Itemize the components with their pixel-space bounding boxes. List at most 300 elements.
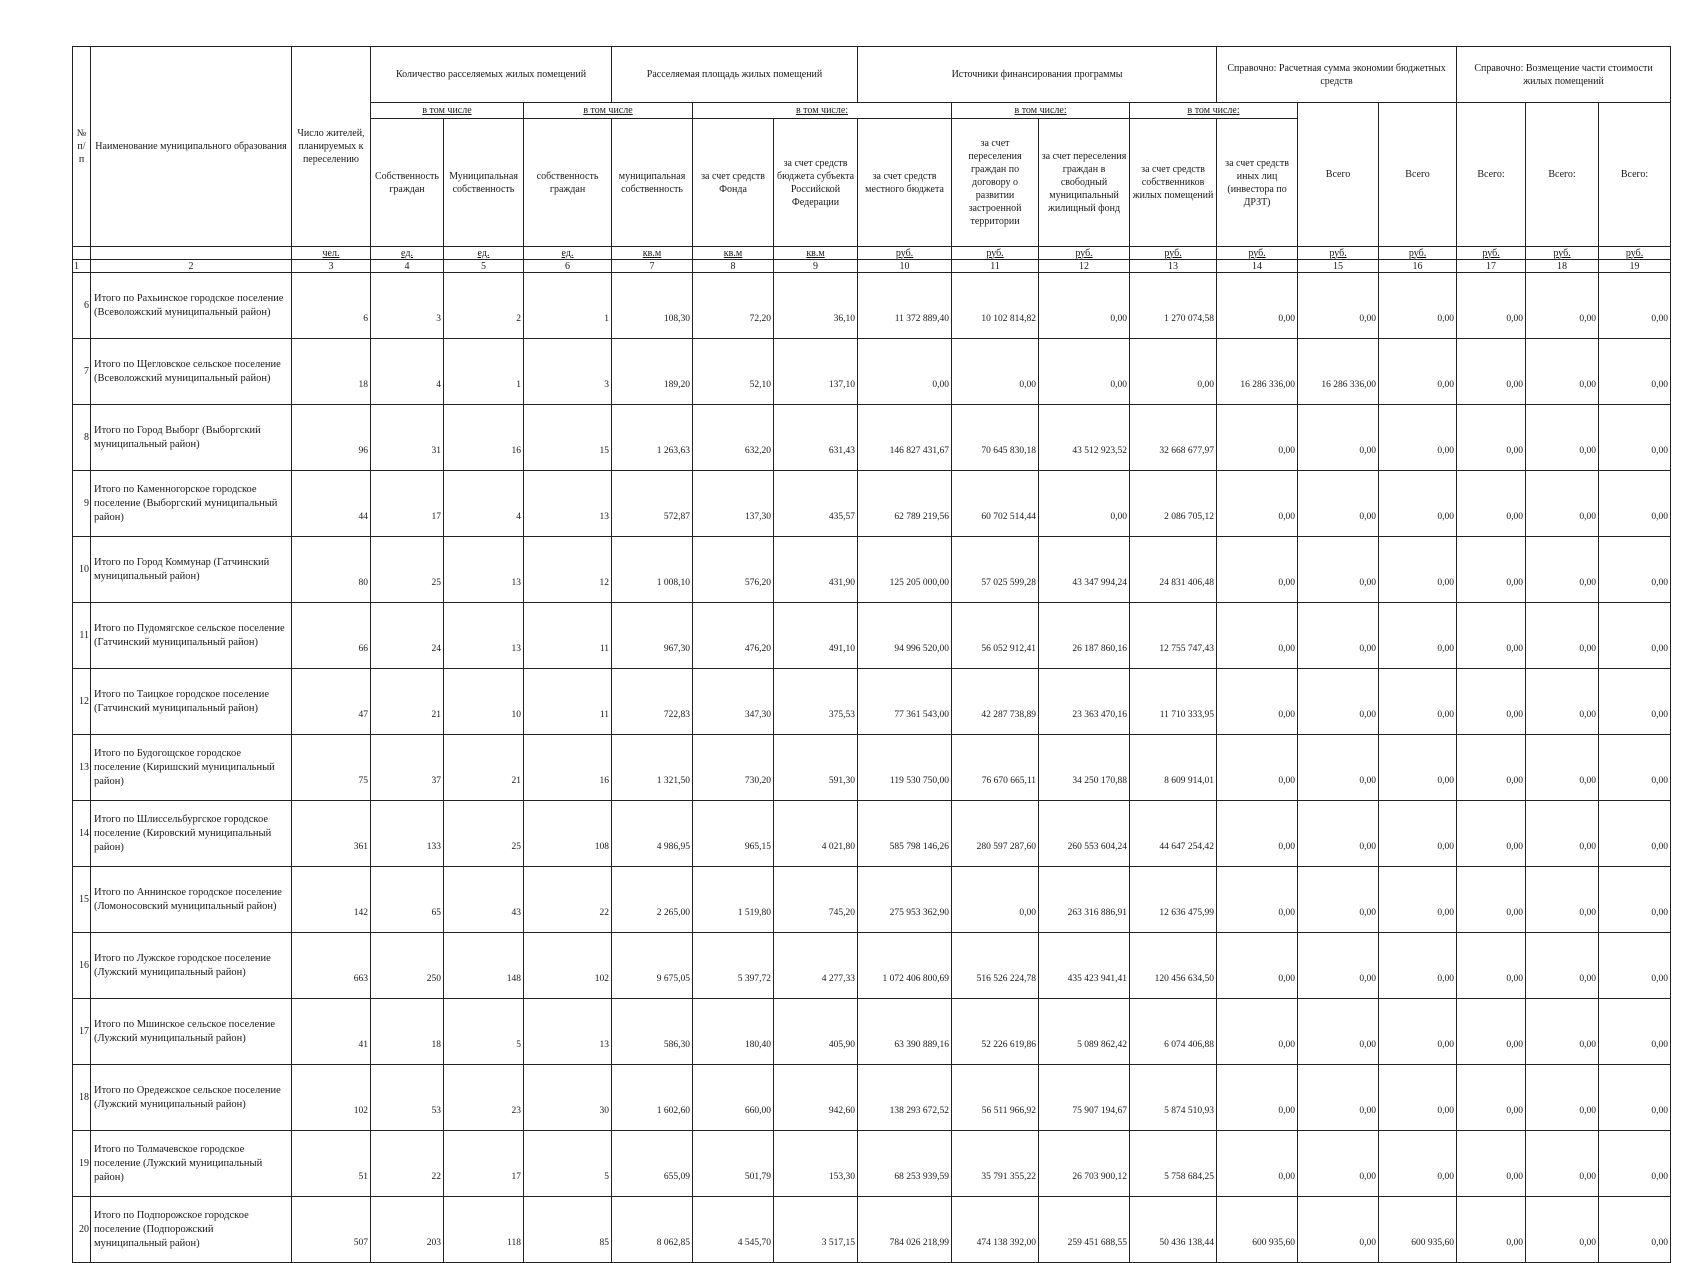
value-cell: 507 (292, 1197, 371, 1263)
value-cell: 0,00 (1217, 669, 1298, 735)
units-row (73, 247, 1671, 260)
value-cell: 138 293 672,52 (858, 1065, 952, 1131)
value-cell: 2 086 705,12 (1130, 471, 1217, 537)
header-count-group: Количество расселяемых жилых помещений (371, 47, 612, 103)
value-cell: 516 526 224,78 (952, 933, 1039, 999)
column-number-cell: 5 (444, 260, 524, 273)
value-cell: 0,00 (1039, 339, 1130, 405)
value-cell: 57 025 599,28 (952, 537, 1039, 603)
value-cell: 15 (524, 405, 612, 471)
value-cell: 5 397,72 (693, 933, 774, 999)
value-cell: 0,00 (1298, 735, 1379, 801)
value-cell: 0,00 (1599, 933, 1671, 999)
value-cell: 0,00 (1379, 603, 1457, 669)
municipality-name: Итого по Аннинское городское поселение (Ломоносовский муниципальный район) (91, 867, 292, 933)
value-cell: 0,00 (1599, 1197, 1671, 1263)
value-cell: 745,20 (774, 867, 858, 933)
value-cell: 85 (524, 1197, 612, 1263)
unit-cell: руб. (952, 247, 1039, 260)
municipality-name: Итого по Таицкое городское поселение (Гатчинский муниципальный район) (91, 669, 292, 735)
value-cell: 0,00 (1526, 735, 1599, 801)
row-number: 12 (73, 669, 91, 735)
value-cell: 361 (292, 801, 371, 867)
value-cell: 25 (371, 537, 444, 603)
value-cell: 25 (444, 801, 524, 867)
header-citizens-own: Собственность граждан (371, 119, 444, 247)
unit-cell: кв.м (774, 247, 858, 260)
value-cell: 600 935,60 (1217, 1197, 1298, 1263)
municipality-name: Итого по Лужское городское поселение (Лужский муниципальный район) (91, 933, 292, 999)
value-cell: 108,30 (612, 273, 693, 339)
value-cell: 250 (371, 933, 444, 999)
value-cell: 722,83 (612, 669, 693, 735)
unit-cell: кв.м (693, 247, 774, 260)
unit-cell: руб. (1526, 247, 1599, 260)
value-cell: 263 316 886,91 (1039, 867, 1130, 933)
value-cell: 0,00 (1457, 1065, 1526, 1131)
value-cell: 102 (524, 933, 612, 999)
value-cell: 77 361 543,00 (858, 669, 952, 735)
resettlement-table (72, 46, 1671, 1263)
value-cell: 5 874 510,93 (1130, 1065, 1217, 1131)
table-row (73, 1197, 1671, 1263)
value-cell: 0,00 (1599, 1065, 1671, 1131)
municipality-name: Итого по Город Коммунар (Гатчинский муниципальный район) (91, 537, 292, 603)
table-row (73, 537, 1671, 603)
column-number-cell: 18 (1526, 260, 1599, 273)
header-fund: за счет средств Фонда (693, 119, 774, 247)
header-local-budget: за счет средств местного бюджета (858, 119, 952, 247)
header-owners-funds: за счет средств собственников жилых помещений (1130, 119, 1217, 247)
unit-cell: руб. (1130, 247, 1217, 260)
value-cell: 17 (371, 471, 444, 537)
value-cell: 1 270 074,58 (1130, 273, 1217, 339)
value-cell: 11 710 333,95 (1130, 669, 1217, 735)
value-cell: 13 (524, 999, 612, 1065)
value-cell: 22 (524, 867, 612, 933)
value-cell: 0,00 (1379, 867, 1457, 933)
header-subject-budget: за счет средств бюджета субъекта Российской Федерации (774, 119, 858, 247)
value-cell: 2 265,00 (612, 867, 693, 933)
value-cell: 660,00 (693, 1065, 774, 1131)
value-cell: 4 (371, 339, 444, 405)
value-cell: 0,00 (1526, 339, 1599, 405)
value-cell: 5 (524, 1131, 612, 1197)
value-cell: 30 (524, 1065, 612, 1131)
value-cell: 0,00 (1130, 339, 1217, 405)
value-cell: 967,30 (612, 603, 693, 669)
value-cell: 0,00 (1457, 603, 1526, 669)
header-econ-total: Всего: (1526, 103, 1599, 247)
value-cell: 0,00 (1298, 471, 1379, 537)
value-cell: 0,00 (1599, 867, 1671, 933)
header-count-total: Всего (1298, 103, 1379, 247)
value-cell: 0,00 (1039, 471, 1130, 537)
value-cell: 0,00 (1298, 603, 1379, 669)
value-cell: 148 (444, 933, 524, 999)
value-cell: 21 (371, 669, 444, 735)
value-cell: 600 935,60 (1379, 1197, 1457, 1263)
unit-cell: руб. (1599, 247, 1671, 260)
unit-cell (91, 247, 292, 260)
unit-cell (73, 247, 91, 260)
value-cell: 12 (524, 537, 612, 603)
value-cell: 0,00 (952, 867, 1039, 933)
value-cell: 108 (524, 801, 612, 867)
value-cell: 3 517,15 (774, 1197, 858, 1263)
column-number-cell: 12 (1039, 260, 1130, 273)
value-cell: 0,00 (1599, 537, 1671, 603)
value-cell: 137,10 (774, 339, 858, 405)
header-comp-incl: в том числе: (1130, 103, 1298, 119)
table-row (73, 405, 1671, 471)
value-cell: 435,57 (774, 471, 858, 537)
value-cell: 0,00 (1298, 405, 1379, 471)
header-fin-incl: в том числе: (693, 103, 952, 119)
municipality-name: Итого по Пудомягское сельское поселение (Гатчинский муниципальный район) (91, 603, 292, 669)
municipality-name: Итого по Каменногорское городское поселение (Выборгский муниципальный район) (91, 471, 292, 537)
value-cell: 62 789 219,56 (858, 471, 952, 537)
value-cell: 1 (524, 273, 612, 339)
row-number: 14 (73, 801, 91, 867)
value-cell: 37 (371, 735, 444, 801)
value-cell: 0,00 (1457, 735, 1526, 801)
value-cell: 120 456 634,50 (1130, 933, 1217, 999)
value-cell: 0,00 (1217, 273, 1298, 339)
value-cell: 0,00 (1379, 471, 1457, 537)
value-cell: 0,00 (1599, 669, 1671, 735)
column-number-cell: 19 (1599, 260, 1671, 273)
value-cell: 16 (524, 735, 612, 801)
value-cell: 96 (292, 405, 371, 471)
value-cell: 0,00 (1217, 867, 1298, 933)
value-cell: 0,00 (1599, 735, 1671, 801)
value-cell: 13 (524, 471, 612, 537)
value-cell: 5 (444, 999, 524, 1065)
value-cell: 72,20 (693, 273, 774, 339)
value-cell: 32 668 677,97 (1130, 405, 1217, 471)
value-cell: 12 755 747,43 (1130, 603, 1217, 669)
value-cell: 0,00 (1217, 471, 1298, 537)
value-cell: 431,90 (774, 537, 858, 603)
value-cell: 16 286 336,00 (1217, 339, 1298, 405)
value-cell: 0,00 (1526, 471, 1599, 537)
value-cell: 1 072 406 800,69 (858, 933, 952, 999)
value-cell: 2 (444, 273, 524, 339)
value-cell: 94 996 520,00 (858, 603, 952, 669)
header-compensation-group: Справочно: Возмещение части стоимости жилых помещений (1457, 47, 1671, 103)
value-cell: 572,87 (612, 471, 693, 537)
value-cell: 631,43 (774, 405, 858, 471)
value-cell: 730,20 (693, 735, 774, 801)
municipality-name: Итого по Будогощское городское поселение (Киришский муниципальный район) (91, 735, 292, 801)
column-number-cell: 1 (73, 260, 91, 273)
table-row (73, 471, 1671, 537)
value-cell: 260 553 604,24 (1039, 801, 1130, 867)
value-cell: 43 (444, 867, 524, 933)
value-cell: 0,00 (1217, 933, 1298, 999)
table-row (73, 669, 1671, 735)
value-cell: 0,00 (1526, 867, 1599, 933)
value-cell: 0,00 (1298, 273, 1379, 339)
row-number: 9 (73, 471, 91, 537)
value-cell: 63 390 889,16 (858, 999, 952, 1065)
value-cell: 5 758 684,25 (1130, 1131, 1217, 1197)
value-cell: 23 363 470,16 (1039, 669, 1130, 735)
value-cell: 0,00 (1298, 1197, 1379, 1263)
unit-cell: руб. (1457, 247, 1526, 260)
value-cell: 965,15 (693, 801, 774, 867)
value-cell: 0,00 (1379, 933, 1457, 999)
value-cell: 3 (371, 273, 444, 339)
municipality-name: Итого по Подпорожское городское поселение (Подпорожский муниципальный район) (91, 1197, 292, 1263)
table-row (73, 867, 1671, 933)
value-cell: 66 (292, 603, 371, 669)
value-cell: 4 021,80 (774, 801, 858, 867)
value-cell: 663 (292, 933, 371, 999)
value-cell: 0,00 (1457, 999, 1526, 1065)
value-cell: 0,00 (1457, 405, 1526, 471)
header-area-municipal: муниципальная собственность (612, 119, 693, 247)
value-cell: 5 089 862,42 (1039, 999, 1130, 1065)
municipality-name: Итого по Оредежское сельское поселение (Лужский муниципальный район) (91, 1065, 292, 1131)
value-cell: 0,00 (1298, 1131, 1379, 1197)
value-cell: 0,00 (1526, 933, 1599, 999)
row-number: 8 (73, 405, 91, 471)
value-cell: 53 (371, 1065, 444, 1131)
value-cell: 0,00 (1298, 801, 1379, 867)
column-number-cell: 15 (1298, 260, 1379, 273)
value-cell: 125 205 000,00 (858, 537, 952, 603)
header-area-group: Расселяемая площадь жилых помещений (612, 47, 858, 103)
value-cell: 34 250 170,88 (1039, 735, 1130, 801)
value-cell: 44 (292, 471, 371, 537)
value-cell: 43 512 923,52 (1039, 405, 1130, 471)
row-number: 7 (73, 339, 91, 405)
value-cell: 1 008,10 (612, 537, 693, 603)
header-resettle-contract: за счет переселения граждан по договору о развитии застроенной территории (952, 119, 1039, 247)
value-cell: 8 062,85 (612, 1197, 693, 1263)
value-cell: 42 287 738,89 (952, 669, 1039, 735)
value-cell: 0,00 (1379, 735, 1457, 801)
value-cell: 18 (292, 339, 371, 405)
value-cell: 280 597 287,60 (952, 801, 1039, 867)
value-cell: 0,00 (1298, 867, 1379, 933)
unit-cell: ед. (371, 247, 444, 260)
municipality-name: Итого по Рахьинское городское поселение (Всеволожский муниципальный район) (91, 273, 292, 339)
column-number-cell: 7 (612, 260, 693, 273)
value-cell: 0,00 (1379, 801, 1457, 867)
value-cell: 0,00 (1526, 1131, 1599, 1197)
unit-cell: ед. (524, 247, 612, 260)
column-number-cell: 4 (371, 260, 444, 273)
value-cell: 180,40 (693, 999, 774, 1065)
header-municipal-own: Муниципальная собственность (444, 119, 524, 247)
table-row (73, 801, 1671, 867)
value-cell: 0,00 (1599, 1131, 1671, 1197)
value-cell: 405,90 (774, 999, 858, 1065)
value-cell: 0,00 (1379, 273, 1457, 339)
table-row (73, 603, 1671, 669)
value-cell: 0,00 (1217, 801, 1298, 867)
value-cell: 275 953 362,90 (858, 867, 952, 933)
value-cell: 36,10 (774, 273, 858, 339)
value-cell: 0,00 (1379, 537, 1457, 603)
value-cell: 0,00 (1457, 1131, 1526, 1197)
value-cell: 0,00 (1526, 801, 1599, 867)
table-row (73, 339, 1671, 405)
table-row (73, 999, 1671, 1065)
unit-cell: руб. (1217, 247, 1298, 260)
value-cell: 52 226 619,86 (952, 999, 1039, 1065)
column-number-cell: 2 (91, 260, 292, 273)
value-cell: 4 (444, 471, 524, 537)
value-cell: 0,00 (858, 339, 952, 405)
value-cell: 0,00 (1457, 273, 1526, 339)
value-cell: 153,30 (774, 1131, 858, 1197)
column-number-cell: 16 (1379, 260, 1457, 273)
value-cell: 41 (292, 999, 371, 1065)
value-cell: 0,00 (1599, 999, 1671, 1065)
unit-cell: руб. (1039, 247, 1130, 260)
value-cell: 13 (444, 603, 524, 669)
document-sheet (72, 46, 1670, 1263)
value-cell: 80 (292, 537, 371, 603)
header-area-incl: в том числе (524, 103, 693, 119)
value-cell: 0,00 (1526, 603, 1599, 669)
value-cell: 0,00 (1599, 801, 1671, 867)
value-cell: 655,09 (612, 1131, 693, 1197)
value-cell: 0,00 (1457, 801, 1526, 867)
row-number: 18 (73, 1065, 91, 1131)
value-cell: 0,00 (1457, 471, 1526, 537)
table-row (73, 1131, 1671, 1197)
value-cell: 43 347 994,24 (1039, 537, 1130, 603)
value-cell: 11 (524, 603, 612, 669)
value-cell: 0,00 (1039, 273, 1130, 339)
value-cell: 50 436 138,44 (1130, 1197, 1217, 1263)
value-cell: 35 791 355,22 (952, 1131, 1039, 1197)
value-cell: 0,00 (1599, 405, 1671, 471)
value-cell: 17 (444, 1131, 524, 1197)
value-cell: 632,20 (693, 405, 774, 471)
header-comp-total: Всего: (1599, 103, 1671, 247)
value-cell: 16 286 336,00 (1298, 339, 1379, 405)
header-name: Наименование муниципального образования (91, 47, 292, 247)
value-cell: 142 (292, 867, 371, 933)
value-cell: 24 831 406,48 (1130, 537, 1217, 603)
value-cell: 0,00 (1379, 405, 1457, 471)
value-cell: 31 (371, 405, 444, 471)
value-cell: 0,00 (1526, 669, 1599, 735)
value-cell: 942,60 (774, 1065, 858, 1131)
municipality-name: Итого по Толмачевское городское поселение (Лужский муниципальный район) (91, 1131, 292, 1197)
value-cell: 0,00 (1526, 537, 1599, 603)
value-cell: 0,00 (1217, 735, 1298, 801)
header-economy-group: Справочно: Расчетная сумма экономии бюджетных средств (1217, 47, 1457, 103)
value-cell: 60 702 514,44 (952, 471, 1039, 537)
header-resettle-free: за счет переселения граждан в свободный муниципальный жилищный фонд (1039, 119, 1130, 247)
header-count-incl: в том числе (371, 103, 524, 119)
header-num: № п/п (73, 47, 91, 247)
value-cell: 21 (444, 735, 524, 801)
table-row (73, 735, 1671, 801)
value-cell: 0,00 (1298, 669, 1379, 735)
value-cell: 22 (371, 1131, 444, 1197)
value-cell: 0,00 (1217, 1131, 1298, 1197)
value-cell: 0,00 (1599, 603, 1671, 669)
value-cell: 1 519,80 (693, 867, 774, 933)
row-number: 20 (73, 1197, 91, 1263)
value-cell: 1 602,60 (612, 1065, 693, 1131)
header-fin-total: Всего: (1457, 103, 1526, 247)
row-number: 19 (73, 1131, 91, 1197)
value-cell: 23 (444, 1065, 524, 1131)
value-cell: 347,30 (693, 669, 774, 735)
value-cell: 44 647 254,42 (1130, 801, 1217, 867)
value-cell: 586,30 (612, 999, 693, 1065)
column-numbers-row (73, 260, 1671, 273)
value-cell: 11 (524, 669, 612, 735)
unit-cell: руб. (858, 247, 952, 260)
column-number-cell: 3 (292, 260, 371, 273)
value-cell: 16 (444, 405, 524, 471)
value-cell: 0,00 (1217, 1065, 1298, 1131)
value-cell: 0,00 (1379, 1065, 1457, 1131)
value-cell: 11 372 889,40 (858, 273, 952, 339)
table-body (73, 247, 1671, 1263)
value-cell: 56 511 966,92 (952, 1065, 1039, 1131)
municipality-name: Итого по Щегловское сельское поселение (Всеволожский муниципальный район) (91, 339, 292, 405)
row-number: 10 (73, 537, 91, 603)
value-cell: 0,00 (1298, 933, 1379, 999)
value-cell: 0,00 (1526, 273, 1599, 339)
value-cell: 259 451 688,55 (1039, 1197, 1130, 1263)
column-number-cell: 10 (858, 260, 952, 273)
table-row (73, 1065, 1671, 1131)
municipality-name: Итого по Шлиссельбургское городское поселение (Кировский муниципальный район) (91, 801, 292, 867)
value-cell: 491,10 (774, 603, 858, 669)
value-cell: 119 530 750,00 (858, 735, 952, 801)
value-cell: 0,00 (952, 339, 1039, 405)
column-number-cell: 14 (1217, 260, 1298, 273)
value-cell: 0,00 (1457, 669, 1526, 735)
value-cell: 576,20 (693, 537, 774, 603)
value-cell: 0,00 (1457, 537, 1526, 603)
table-row (73, 933, 1671, 999)
value-cell: 75 (292, 735, 371, 801)
header-area-citizens: собственность граждан (524, 119, 612, 247)
value-cell: 18 (371, 999, 444, 1065)
value-cell: 591,30 (774, 735, 858, 801)
value-cell: 375,53 (774, 669, 858, 735)
value-cell: 435 423 941,41 (1039, 933, 1130, 999)
value-cell: 1 (444, 339, 524, 405)
value-cell: 133 (371, 801, 444, 867)
value-cell: 4 986,95 (612, 801, 693, 867)
value-cell: 0,00 (1379, 999, 1457, 1065)
value-cell: 0,00 (1457, 933, 1526, 999)
header-others-funds: за счет средств иных лиц (инвестора по ДРЗТ) (1217, 119, 1298, 247)
value-cell: 784 026 218,99 (858, 1197, 952, 1263)
value-cell: 56 052 912,41 (952, 603, 1039, 669)
value-cell: 6 074 406,88 (1130, 999, 1217, 1065)
column-number-cell: 11 (952, 260, 1039, 273)
value-cell: 0,00 (1457, 867, 1526, 933)
value-cell: 0,00 (1217, 999, 1298, 1065)
value-cell: 68 253 939,59 (858, 1131, 952, 1197)
value-cell: 0,00 (1526, 999, 1599, 1065)
